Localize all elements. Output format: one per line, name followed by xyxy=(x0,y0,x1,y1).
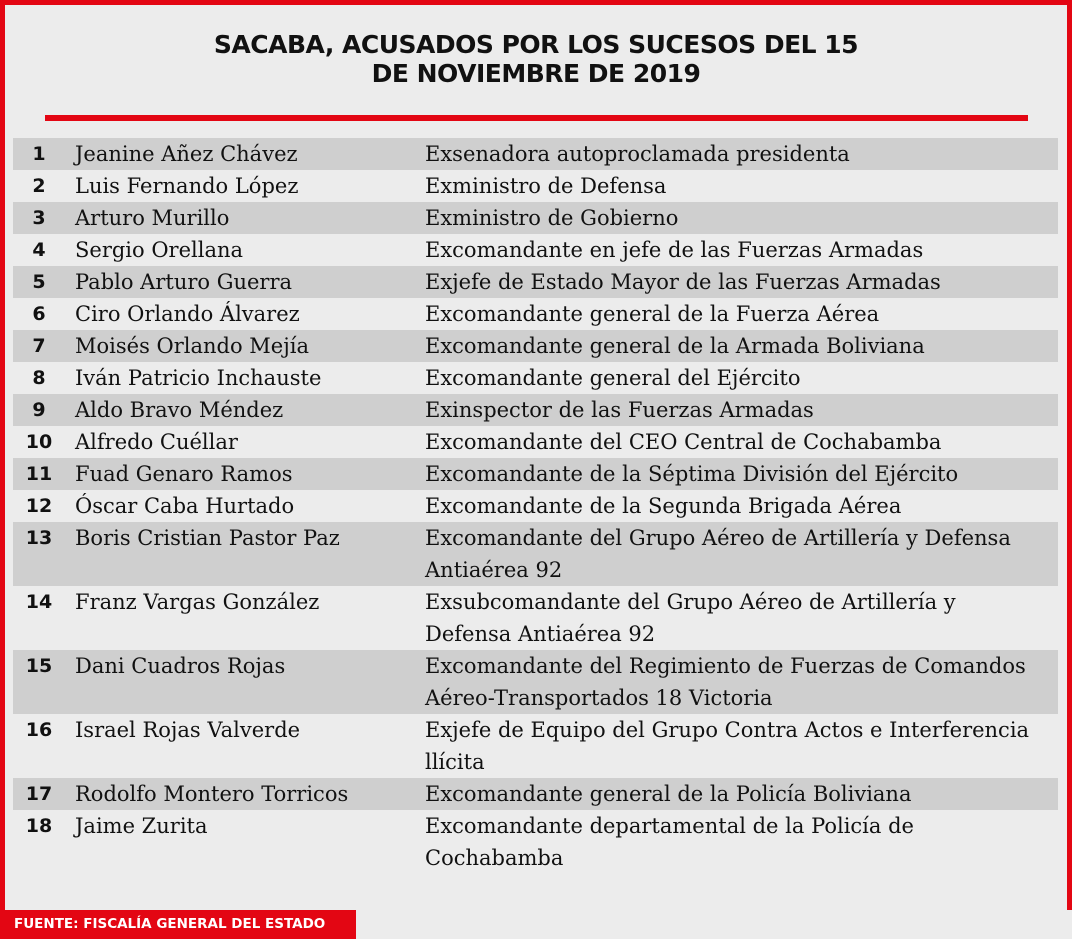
accused-role: Excomandante general de la Armada Boliviana xyxy=(425,334,925,358)
accused-name: Luis Fernando López xyxy=(75,174,299,198)
accused-role: Exjefe de Estado Mayor de las Fuerzas Armadas xyxy=(425,270,941,294)
table-row xyxy=(13,330,1058,362)
accused-role: Excomandante del Regimiento de Fuerzas de Comandos Aéreo-Transportados 18 Victoria xyxy=(425,654,1026,710)
page-title xyxy=(0,30,1072,88)
row-number: 7 xyxy=(32,335,46,357)
table-row xyxy=(13,522,1058,586)
accused-name: Dani Cuadros Rojas xyxy=(75,654,286,678)
title-divider xyxy=(45,115,1028,121)
table-row xyxy=(13,458,1058,490)
accused-role: Exinspector de las Fuerzas Armadas xyxy=(425,398,814,422)
accused-role: Excomandante del Grupo Aéreo de Artillería y Defensa Antiaérea 92 xyxy=(425,526,1011,582)
accused-name: Óscar Caba Hurtado xyxy=(75,494,295,518)
accused-name: Sergio Orellana xyxy=(75,238,244,262)
accused-role: Excomandante de la Segunda Brigada Aérea xyxy=(425,494,902,518)
accused-name: Boris Cristian Pastor Paz xyxy=(75,526,340,550)
row-number: 9 xyxy=(32,399,46,421)
accused-name: Fuad Genaro Ramos xyxy=(75,462,293,486)
table-row xyxy=(13,810,1058,874)
accused-role: Exministro de Defensa xyxy=(425,174,667,198)
row-number: 1 xyxy=(32,143,46,165)
table-row xyxy=(13,234,1058,266)
table-row xyxy=(13,138,1058,170)
row-number: 13 xyxy=(25,527,53,549)
accused-name: Iván Patricio Inchauste xyxy=(75,366,322,390)
row-number: 15 xyxy=(25,655,53,677)
table-row xyxy=(13,490,1058,522)
accused-role: Exsenadora autoproclamada presidenta xyxy=(425,142,850,166)
accused-role: Excomandante general del Ejército xyxy=(425,366,801,390)
row-number: 4 xyxy=(32,239,46,261)
table-row xyxy=(13,586,1058,650)
table-row xyxy=(13,394,1058,426)
accused-role: Excomandante en jefe de las Fuerzas Armadas xyxy=(425,238,924,262)
accused-role: Exministro de Gobierno xyxy=(425,206,679,230)
table-row xyxy=(13,362,1058,394)
title-line-2: DE NOVIEMBRE DE 2019 xyxy=(371,59,701,88)
accused-role: Exsubcomandante del Grupo Aéreo de Artillería y Defensa Antiaérea 92 xyxy=(425,590,956,646)
accused-name: Ciro Orlando Álvarez xyxy=(75,302,300,326)
row-number: 14 xyxy=(25,591,53,613)
accused-table xyxy=(13,138,1058,874)
accused-name: Jaime Zurita xyxy=(75,814,208,838)
row-number: 2 xyxy=(32,175,46,197)
table-row xyxy=(13,714,1058,778)
accused-name: Israel Rojas Valverde xyxy=(75,718,301,742)
row-number: 8 xyxy=(32,367,46,389)
accused-name: Rodolfo Montero Torricos xyxy=(75,782,349,806)
row-number: 6 xyxy=(32,303,46,325)
row-number: 17 xyxy=(25,783,53,805)
row-number: 18 xyxy=(25,815,53,837)
footer-strip xyxy=(356,910,1072,939)
title-line-1: SACABA, ACUSADOS POR LOS SUCESOS DEL 15 xyxy=(213,30,859,59)
row-number: 12 xyxy=(25,495,53,517)
accused-name: Pablo Arturo Guerra xyxy=(75,270,293,294)
row-number: 10 xyxy=(25,431,53,453)
accused-name: Franz Vargas González xyxy=(75,590,320,614)
table-row xyxy=(13,650,1058,714)
accused-name: Moisés Orlando Mejía xyxy=(75,334,309,358)
table-row xyxy=(13,170,1058,202)
accused-role: Exjefe de Equipo del Grupo Contra Actos e Interferencia llícita xyxy=(425,718,1030,774)
row-number: 11 xyxy=(25,463,53,485)
row-number: 3 xyxy=(32,207,46,229)
accused-role: Excomandante general de la Fuerza Aérea xyxy=(425,302,880,326)
source-credit: FUENTE: FISCALÍA GENERAL DEL ESTADO xyxy=(5,910,356,939)
table-row xyxy=(13,298,1058,330)
row-number: 5 xyxy=(32,271,46,293)
accused-name: Alfredo Cuéllar xyxy=(75,430,238,454)
table-row xyxy=(13,778,1058,810)
table-row xyxy=(13,202,1058,234)
row-number: 16 xyxy=(25,719,53,741)
accused-role: Excomandante departamental de la Policía de Cochabamba xyxy=(425,814,914,870)
accused-role: Excomandante general de la Policía Boliviana xyxy=(425,782,912,806)
accused-name: Jeanine Añez Chávez xyxy=(75,142,298,166)
accused-role: Excomandante del CEO Central de Cochabamba xyxy=(425,430,942,454)
accused-role: Excomandante de la Séptima División del Ejército xyxy=(425,462,959,486)
table-row xyxy=(13,426,1058,458)
accused-name: Arturo Murillo xyxy=(75,206,230,230)
table-row xyxy=(13,266,1058,298)
accused-name: Aldo Bravo Méndez xyxy=(75,398,284,422)
